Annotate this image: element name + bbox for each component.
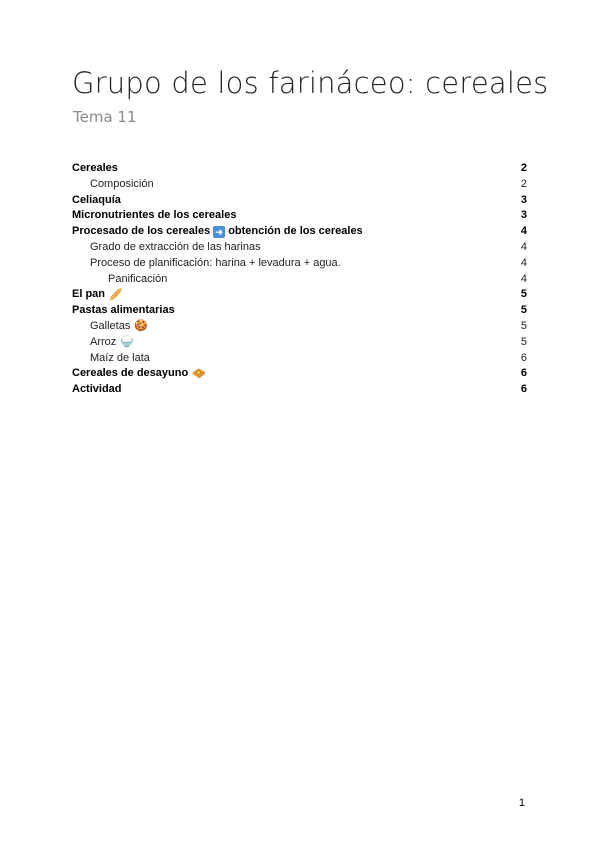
document-title: Grupo de los farináceo: cereales (72, 66, 549, 100)
toc-entry-maiz[interactable] (72, 351, 527, 367)
toc-entry-label: Proceso de planificación: harina + levadura + agua. (90, 256, 341, 269)
toc-entry-label: Grado de extracción de las harinas (90, 240, 261, 253)
toc-entry-label: Actividad (72, 383, 122, 396)
toc-entry-label-text: El pan (72, 288, 106, 301)
toc-entry-label: Panificación (108, 272, 168, 285)
toc-entry-pastas[interactable] (72, 303, 527, 319)
toc-entry-label: Composición (90, 177, 154, 190)
toc-entry-page: 3 (520, 193, 527, 206)
toc-entry-label-before: Procesado de los cereales (72, 225, 211, 238)
toc-entry-arroz[interactable] (72, 335, 527, 351)
toc-entry-label: Celiaquía (72, 193, 121, 206)
table-of-contents (72, 161, 527, 398)
toc-entry-page: 5 (520, 335, 527, 348)
toc-entry-page: 2 (520, 162, 527, 174)
page-number: 1 (518, 797, 525, 809)
waffle-icon: 🧇 (192, 367, 206, 380)
toc-entry-panificacion[interactable] (72, 272, 527, 288)
toc-entry-cereales[interactable] (72, 161, 527, 177)
right-arrow-icon: ➜ (213, 226, 225, 238)
toc-entry-page: 6 (520, 383, 527, 396)
toc-entry-grado-extraccion[interactable] (72, 240, 527, 256)
toc-entry-page: 3 (520, 209, 527, 222)
toc-entry-el-pan[interactable] (72, 287, 527, 303)
toc-entry-page: 6 (520, 351, 527, 364)
toc-entry-page: 2 (520, 177, 527, 190)
toc-entry-procesado[interactable] (72, 224, 527, 240)
cookie-icon: 🍪 (134, 320, 149, 333)
toc-entry-label: Cereales (72, 162, 118, 174)
toc-entry-page: 5 (520, 304, 527, 317)
toc-entry-label-text: Cereales de desayuno (72, 367, 189, 380)
baguette-bread-icon: 🥖 (109, 288, 123, 301)
toc-entry-galletas[interactable] (72, 319, 527, 335)
toc-entry-label (72, 224, 507, 240)
toc-entry-page: 4 (520, 240, 527, 253)
toc-entry-page: 4 (520, 272, 527, 285)
toc-entry-page: 4 (520, 256, 527, 269)
toc-entry-label: Micronutrientes de los cereales (72, 209, 237, 222)
toc-entry-label (72, 366, 507, 382)
toc-entry-page: 4 (520, 225, 527, 238)
toc-entry-page: 5 (520, 319, 527, 332)
toc-entry-label-after: obtención de los cereales (228, 225, 363, 238)
toc-entry-composicion[interactable] (72, 177, 527, 193)
toc-entry-actividad[interactable] (72, 382, 527, 398)
toc-entry-celiaquia[interactable] (72, 193, 527, 209)
toc-entry-label-text: Arroz (90, 335, 117, 348)
toc-entry-proceso-planificacion[interactable] (72, 256, 527, 272)
toc-entry-label (72, 287, 507, 303)
toc-entry-label: Maíz de lata (90, 351, 150, 364)
toc-entry-page: 5 (520, 288, 527, 301)
document-subtitle: Tema 11 (73, 108, 137, 126)
toc-entry-label: Pastas alimentarias (72, 304, 175, 317)
toc-entry-cereales-desayuno[interactable] (72, 366, 527, 382)
toc-entry-page: 6 (520, 367, 527, 380)
toc-entry-label (90, 335, 507, 351)
toc-entry-micronutrientes[interactable] (72, 208, 527, 224)
rice-bowl-icon: 🍚 (120, 336, 134, 349)
toc-entry-label (90, 319, 507, 335)
toc-entry-label-text: Galletas (90, 319, 131, 332)
